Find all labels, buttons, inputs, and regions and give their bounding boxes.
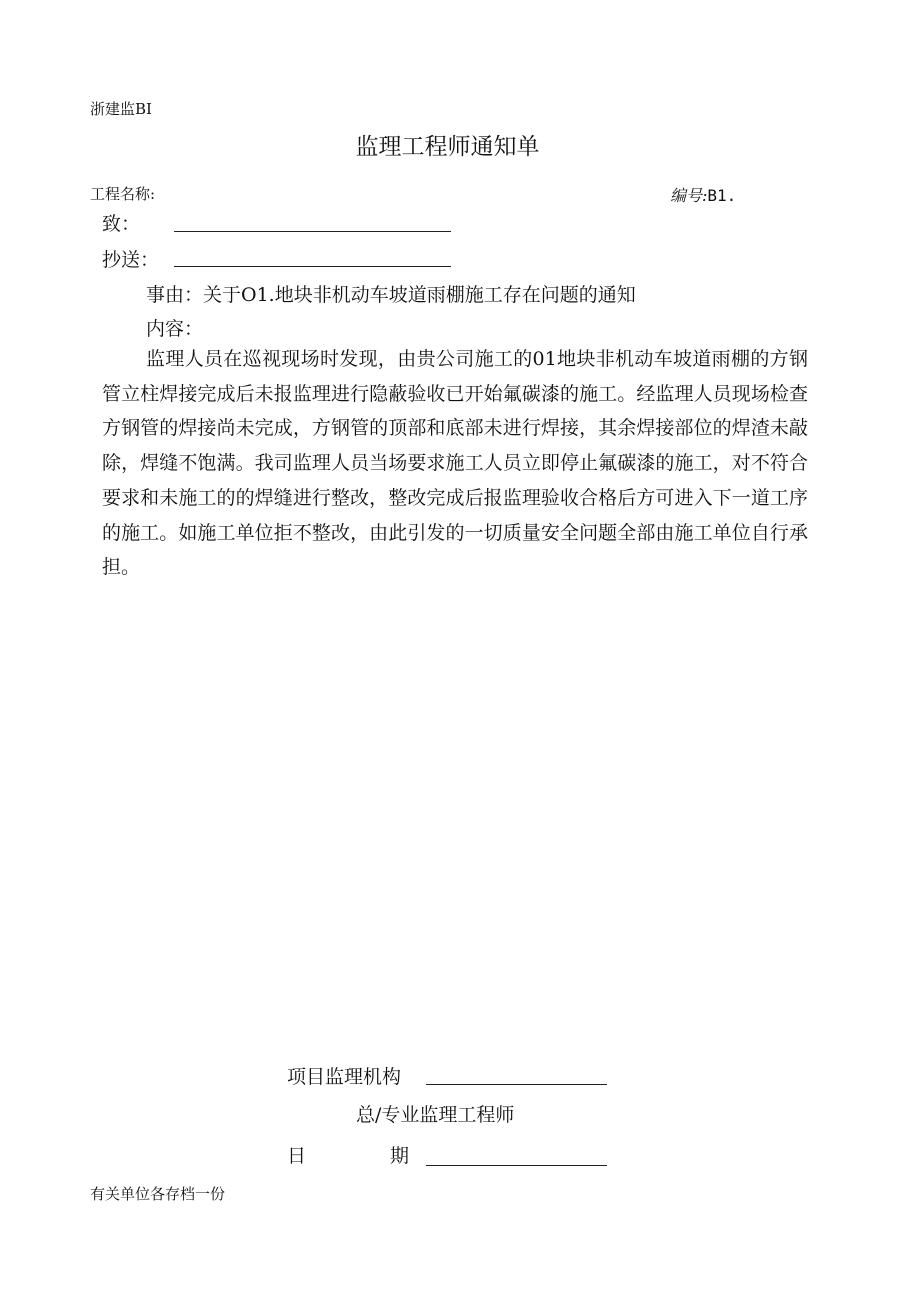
document-number-label: 编号: [670,186,708,205]
date-fill-line [426,1165,607,1166]
notice-subject: 事由：关于O1.地块非机动车坡道雨棚施工存在问题的通知 [146,284,636,306]
supervision-org-label: 项目监理机构 [287,1066,402,1088]
project-name-label: 工程名称: [90,185,156,203]
archive-note: 有关单位各存档一份 [90,1185,226,1203]
content-label: 内容： [146,318,204,340]
date-label-period: 期 [390,1145,410,1167]
date-label-day: 日 [287,1145,307,1167]
engineer-label: 总/专业监理工程师 [356,1104,515,1126]
to-fill-line [174,231,451,232]
date-label [287,1141,409,1168]
cc-fill-line [174,266,451,267]
document-number-value: B1. [707,186,737,205]
supervision-org-fill-line [426,1084,607,1085]
notice-body: 监理人员在巡视现场时发现，由贵公司施工的01地块非机动车坡道雨棚的方钢管立柱焊接完成后未报监理进行隐蔽验收已开始氟碳漆的施工。经监理人员现场检查方钢管的焊接尚未完成，方钢管的顶部和底部未进行焊接，其余焊接部位的焊渣未敲除，焊缝不饱满。我司监理人员当场要求施工人员立即停止氟碳漆的施工，对不符合要求和未施工的的焊缝进行整改，整改完成后报监理验收合格后方可进入下一道工序的施工。如施工单位拒不整改，由此引发的一切质量安全问题全部由施工单位自行承担。 [102,348,808,579]
page-title: 监理工程师通知单 [355,134,540,160]
to-label: 致： [102,213,141,235]
cc-label: 抄送： [102,249,160,271]
form-code: 浙建监BI [90,100,152,118]
document-number [670,183,736,206]
